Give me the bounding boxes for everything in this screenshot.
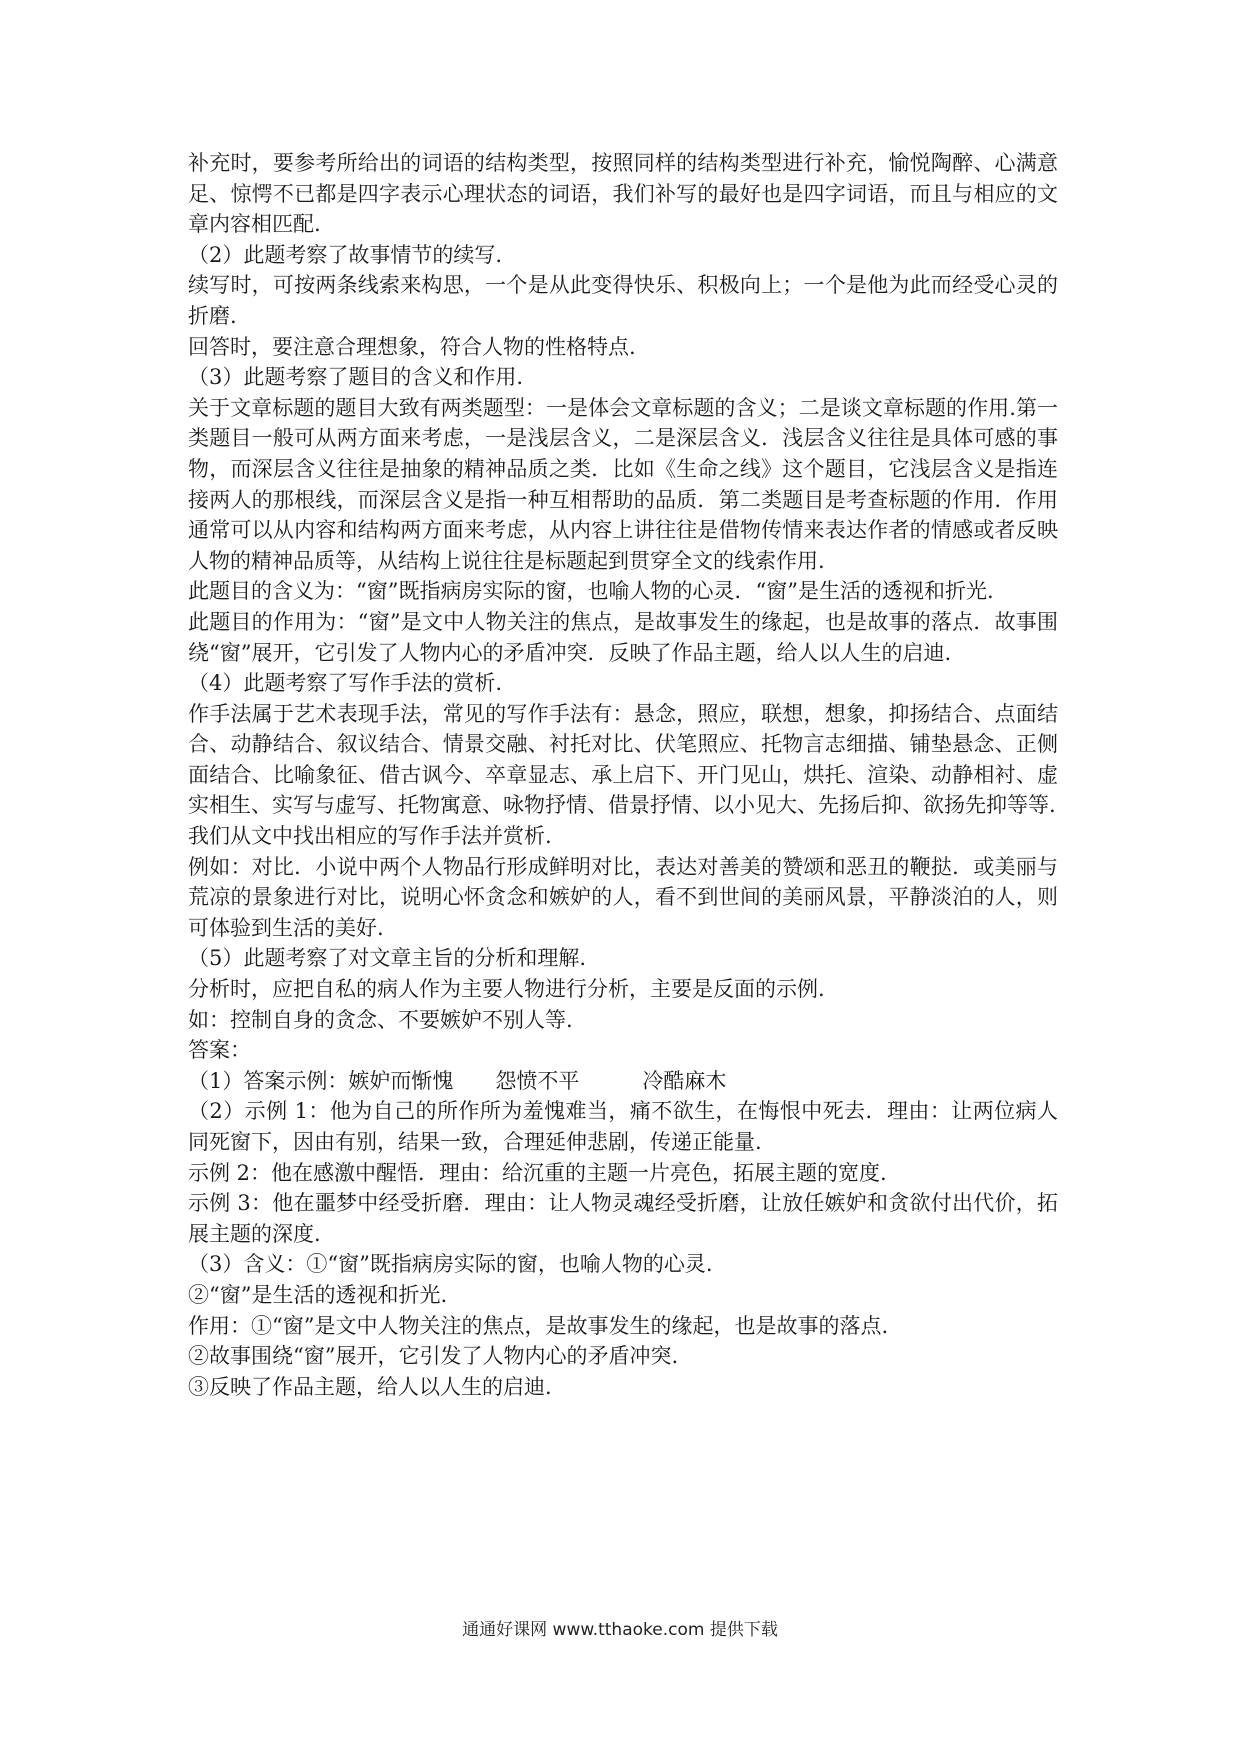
paragraph: 作用：①“窗”是文中人物关注的焦点，是故事发生的缘起，也是故事的落点. bbox=[188, 1313, 889, 1338]
paragraph: 如：控制自身的贪念、不要嫉妒不别人等. bbox=[188, 1007, 573, 1032]
paragraph: 示例 2：他在感激中醒悟．理由：给沉重的主题一片亮色，拓展主题的宽度. bbox=[188, 1160, 887, 1185]
paragraph: 补充时，要参考所给出的词语的结构类型，按照同样的结构类型进行补充，愉悦陶醉、心满意足、惊愕不已都是四字表示心理状态的词语，我们补写的最好也是四字词语，而且与相应的文章内容相匹配. bbox=[188, 151, 1058, 237]
paragraph: 例如：对比．小说中两个人物品行形成鲜明对比，表达对善美的赞颂和恶丑的鞭挞．或美丽与荒凉的景象进行对比，说明心怀贪念和嫉妒的人，看不到世间的美丽风景，平静淡泊的人，则可体验到生活的美好. bbox=[188, 854, 1058, 940]
paragraph: 关于文章标题的题目大致有两类题型：一是体会文章标题的含义；二是谈文章标题的作用.第一类题目一般可从两方面来考虑，一是浅层含义，二是深层含义．浅层含义往往是具体可感的事物，而深层含义往往是抽象的精神品质之类．比如《生命之线》这个题目，它浅层含义是指连接两人的那根线，而深层含义是指一种互相帮助的品质．第二类题目是考查标题的作用．作用通常可以从内容和结构两方面来考虑，从内容上讲往往是借物传情来表达作者的情感或者反映人物的精神品质等，从结构上说往往是标题起到贯穿全文的线索作用. bbox=[188, 395, 1058, 573]
paragraph: 此题目的作用为：“窗”是文中人物关注的焦点，是故事发生的缘起，也是故事的落点．故事围绕“窗”展开，它引发了人物内心的矛盾冲突．反映了作品主题，给人以人生的启迪. bbox=[188, 609, 1058, 665]
paragraph: 作手法属于艺术表现手法，常见的写作手法有：悬念，照应，联想，想象，抑扬结合、点面结合、动静结合、叙议结合、情景交融、衬托对比、伏笔照应、托物言志细描、铺垫悬念、正侧面结合、比喻象征、借古讽今、卒章显志、承上启下、开门见山，烘托、渲染、动静相衬、虚实相生、实写与虚写、托物寓意、咏物抒情、借景抒情、以小见大、先扬后抑、欲扬先抑等等. bbox=[188, 701, 1058, 818]
document-body bbox=[188, 148, 1058, 1402]
paragraph: （5）此题考察了对文章主旨的分析和理解. bbox=[188, 946, 587, 971]
paragraph: （4）此题考察了写作手法的赏析. bbox=[188, 671, 503, 696]
paragraph: 此题目的含义为：“窗”既指病房实际的窗，也喻人物的心灵．“窗”是生活的透视和折光. bbox=[188, 579, 994, 604]
page-footer: 通通好课网 www.tthaoke.com 提供下载 bbox=[462, 1620, 778, 1640]
paragraph: 示例 3：他在噩梦中经受折磨．理由：让人物灵魂经受折磨，让放任嫉妒和贪欲付出代价，拓展主题的深度. bbox=[188, 1191, 1058, 1246]
paragraph: ②“窗”是生活的透视和折光. bbox=[188, 1282, 448, 1307]
paragraph: 续写时，可按两条线索来构思，一个是从此变得快乐、积极向上；一个是他为此而经受心灵的折磨. bbox=[188, 273, 1058, 328]
paragraph: （3）含义：①“窗”既指病房实际的窗，也喻人物的心灵. bbox=[188, 1252, 713, 1277]
paragraph: ③反映了作品主题，给人以人生的启迪. bbox=[188, 1374, 552, 1399]
paragraph: （1）答案示例：嫉妒而惭愧 怨愤不平 冷酷麻木 bbox=[188, 1068, 727, 1093]
paragraph: ②故事围绕“窗”展开，它引发了人物内心的矛盾冲突. bbox=[188, 1344, 679, 1369]
paragraph: （2）示例 1：他为自己的所作所为羞愧难当，痛不欲生，在悔恨中死去．理由：让两位病人同死窗下，因由有别，结果一致，合理延伸悲剧，传递正能量. bbox=[188, 1099, 1058, 1154]
paragraph: 分析时，应把自私的病人作为主要人物进行分析，主要是反面的示例. bbox=[188, 977, 825, 1002]
paragraph: 我们从文中找出相应的写作手法并赏析. bbox=[188, 824, 552, 849]
paragraph: 答案： bbox=[188, 1038, 251, 1063]
paragraph: 回答时，要注意合理想象，符合人物的性格特点. bbox=[188, 334, 636, 359]
paragraph: （3）此题考察了题目的含义和作用. bbox=[188, 365, 524, 390]
paragraph: （2）此题考察了故事情节的续写. bbox=[188, 242, 503, 267]
